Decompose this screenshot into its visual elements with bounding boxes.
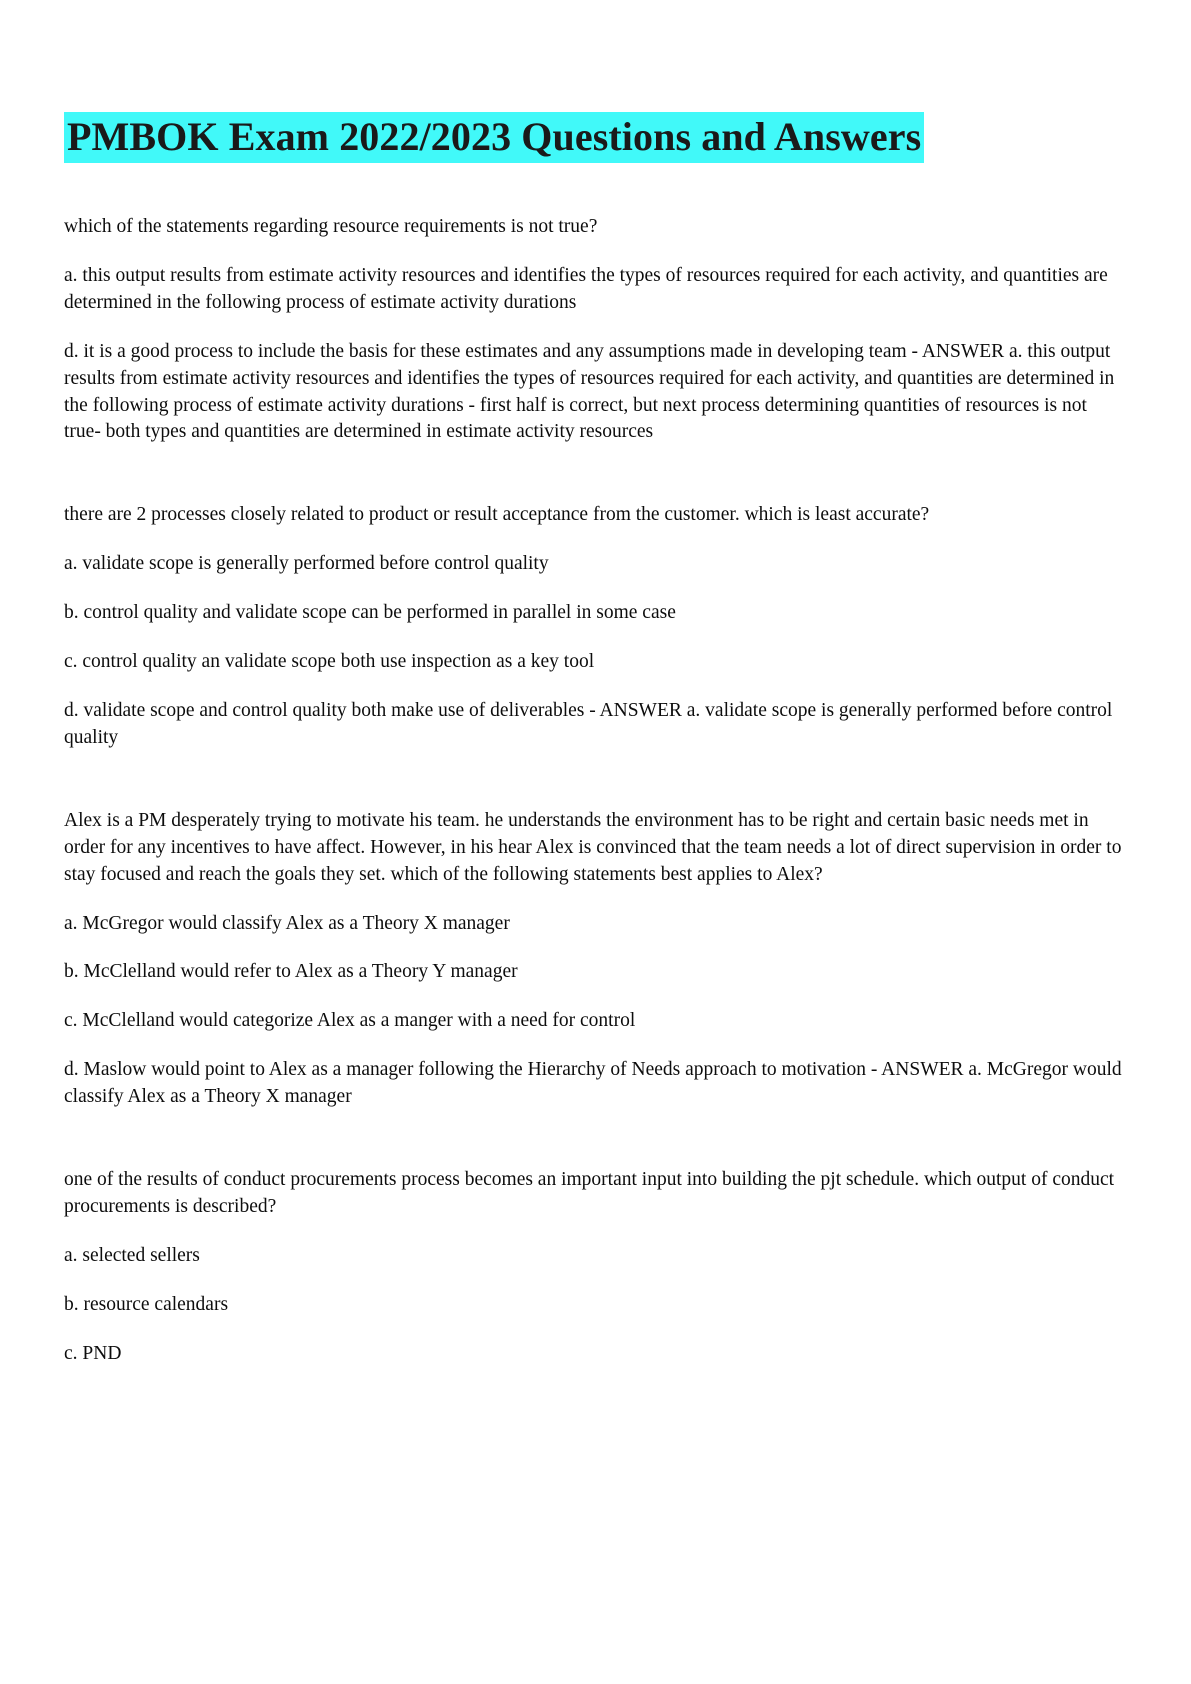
answer-option: b. resource calendars: [64, 1293, 229, 1315]
question-block-3: [64, 808, 1127, 1111]
answer-option: c. PND: [64, 1342, 122, 1364]
answer-option: c. McClelland would categorize Alex as a manger with a need for control: [64, 1010, 636, 1032]
page-title: [64, 112, 1127, 162]
block-separator: [64, 468, 1127, 502]
block-separator: [64, 774, 1127, 808]
answer-option: a. validate scope is generally performed before control quality: [64, 553, 549, 575]
question-prompt: one of the results of conduct procurements process becomes an important input into building the pjt schedule. which output of conduct procurements is described?: [64, 1169, 1115, 1217]
question-prompt: Alex is a PM desperately trying to motivate his team. he understands the environment has to be right and certain basic needs met in order for any incentives to have affect. However, in his hear Alex is convinced that the team needs a lot of direct supervision in order to stay focused and reach the goals they set. which of the following statements best applies to Alex?: [64, 809, 1122, 885]
answer-option: a. this output results from estimate activity resources and identifies the types of resources required for each activity, and quantities are determined in the following process of estimate activity durations: [64, 264, 1108, 313]
answer-option: b. control quality and validate scope can be performed in parallel in some case: [64, 602, 676, 624]
question-block-1: [64, 214, 1127, 446]
page-title-text: PMBOK Exam 2022/2023 Questions and Answers: [64, 112, 924, 163]
answer-option: d. validate scope and control quality both make use of deliverables - ANSWER a. validate scope is generally performed before control quality: [64, 699, 1113, 748]
block-separator: [64, 1133, 1127, 1167]
answer-option: c. control quality an validate scope both use inspection as a key tool: [64, 651, 595, 673]
question-block-2: [64, 502, 1127, 751]
answer-option: a. McGregor would classify Alex as a Theory X manager: [64, 912, 510, 934]
answer-option: b. McClelland would refer to Alex as a Theory Y manager: [64, 961, 518, 983]
answer-option: d. it is a good process to include the basis for these estimates and any assumptions made in developing team - ANSWER a. this output results from estimate activity resources and identifies the types of resources required for each activity, and quantities are determined in the following process of estimate activity durations - first half is correct, but next process determining quantities of resources is not true- both types and quantities are determined in estimate activity resources: [64, 340, 1115, 443]
answer-option: a. selected sellers: [64, 1244, 200, 1266]
question-prompt: which of the statements regarding resource requirements is not true?: [64, 216, 598, 237]
question-block-4: [64, 1167, 1127, 1368]
answer-option: d. Maslow would point to Alex as a manager following the Hierarchy of Needs approach to motivation - ANSWER a. McGregor would classify Alex as a Theory X manager: [64, 1059, 1122, 1108]
document-body: [64, 214, 1127, 1368]
question-prompt: there are 2 processes closely related to product or result acceptance from the customer. which is least accurate?: [64, 504, 930, 526]
